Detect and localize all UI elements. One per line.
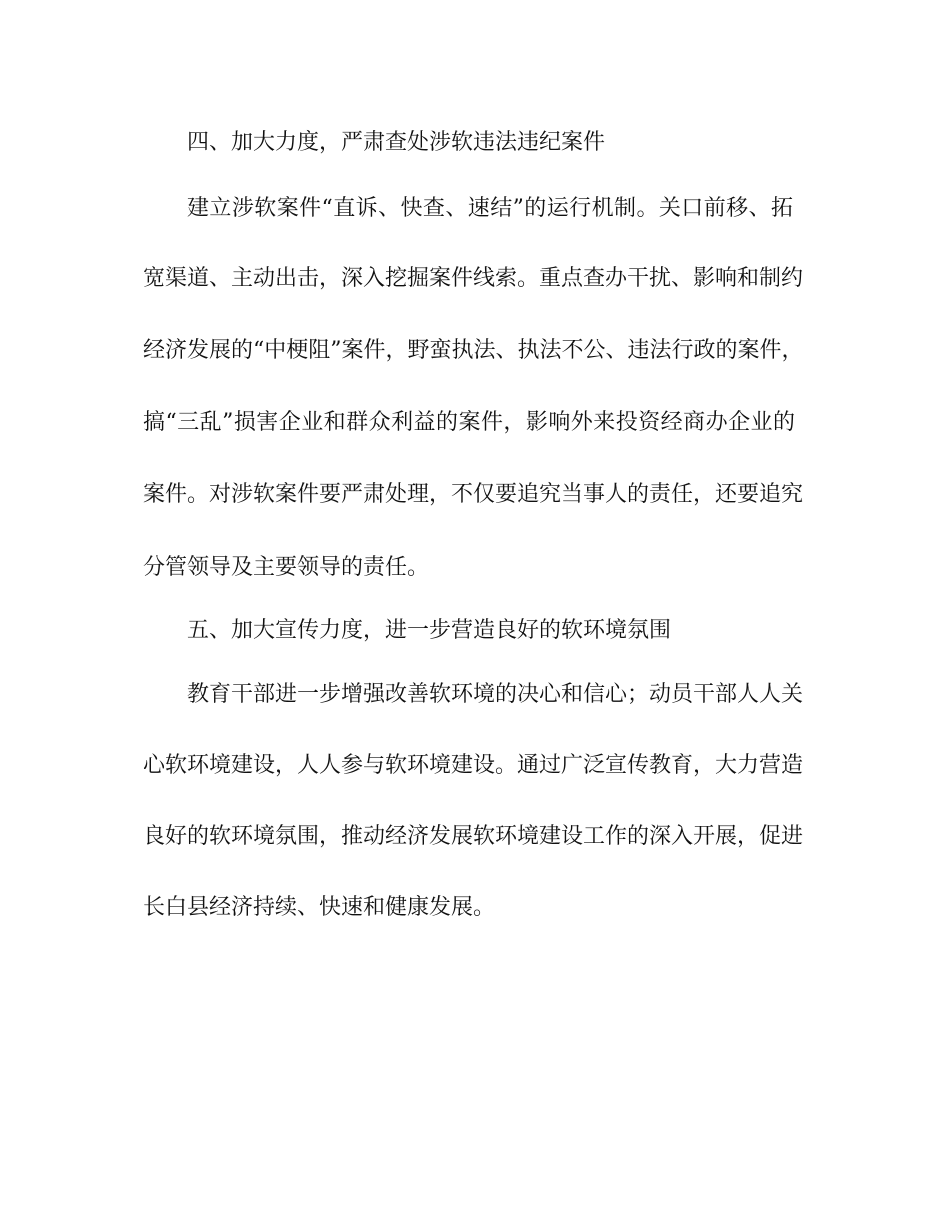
section-5-heading: 五、加大宣传力度，进一步营造良好的软环境氛围 <box>187 618 672 643</box>
section-4-heading: 四、加大力度，严肃查处涉软违法违纪案件 <box>187 130 606 155</box>
section-5-paragraph-line: 长白县经济持续、快速和健康发展。 <box>143 895 496 920</box>
section-5-paragraph-line: 教育干部进一步增强改善软环境的决心和信心；动员干部人人关 <box>187 682 804 707</box>
section-4-paragraph-line: 宽渠道、主动出击，深入挖掘案件线索。重点查办干扰、影响和制约 <box>143 266 804 291</box>
section-4-paragraph-line: 案件。对涉软案件要严肃处理，不仅要追究当事人的责任，还要追究 <box>143 482 804 507</box>
section-5-paragraph-line: 良好的软环境氛围，推动经济发展软环境建设工作的深入开展，促进 <box>143 824 804 849</box>
section-4-paragraph-line: 经济发展的“中梗阻”案件，野蛮执法、执法不公、违法行政的案件， <box>143 338 804 363</box>
section-4-paragraph-line: 建立涉软案件“直诉、快查、速结”的运行机制。关口前移、拓 <box>187 196 793 221</box>
section-5-paragraph-line: 心软环境建设，人人参与软环境建设。通过广泛宣传教育，大力营造 <box>143 753 804 778</box>
section-4-paragraph-line: 搞“三乱”损害企业和群众利益的案件，影响外来投资经商办企业的 <box>143 410 795 435</box>
section-4-paragraph-line: 分管领导及主要领导的责任。 <box>143 555 430 580</box>
